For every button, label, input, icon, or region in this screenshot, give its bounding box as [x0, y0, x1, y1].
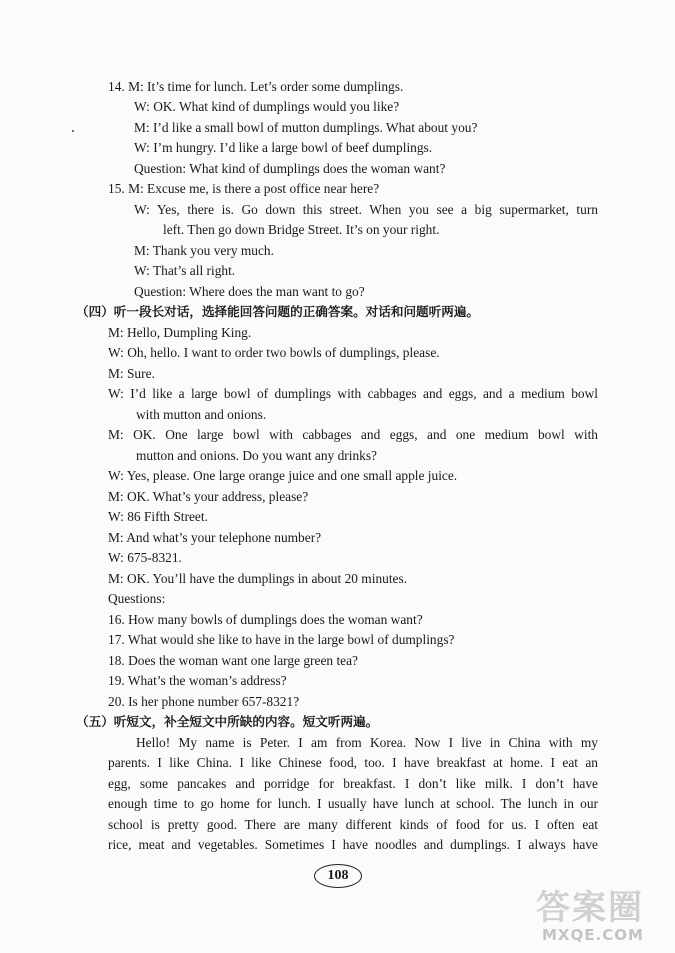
q14-line-4: W: I’m hungry. I’d like a large bowl of beef dumplings. — [134, 140, 433, 155]
dialogue-line: W: 86 Fifth Street. — [108, 509, 208, 524]
page-number: 108 — [314, 864, 362, 888]
watermark-text: 答案圈 — [536, 888, 644, 928]
watermark-logo — [528, 880, 668, 950]
question-item: 18. Does the woman want one large green tea? — [108, 653, 358, 668]
dialogue-line: M: Hello, Dumpling King. — [108, 325, 252, 340]
q15-line-4: M: Thank you very much. — [134, 243, 274, 258]
dialogue-line: M: OK. You’ll have the dumplings in about 20 minutes. — [108, 571, 408, 586]
scan-speck — [72, 130, 74, 132]
question-item: 16. How many bowls of dumplings does the woman want? — [108, 612, 423, 627]
passage-line: rice, meat and vegetables. Sometimes I have noodles and dumplings. I always have — [108, 837, 598, 852]
dialogue-line: mutton and onions. Do you want any drinks? — [136, 448, 378, 463]
q15-line-3: left. Then go down Bridge Street. It’s on your right. — [163, 222, 440, 237]
dialogue-line: W: 675-8321. — [108, 550, 182, 565]
dialogue-line: M: OK. One large bowl with cabbages and eggs, and one medium bowl with — [108, 427, 598, 442]
q14-line-1: 14. M: It’s time for lunch. Let’s order some dumplings. — [108, 79, 404, 94]
passage-line: egg, some pancakes and porridge for breakfast. I don’t like milk. I don’t have — [108, 776, 598, 791]
passage-line: parents. I like China. I like Chinese food, too. I have breakfast at home. I eat an — [108, 755, 598, 770]
question-item: 19. What’s the woman’s address? — [108, 673, 287, 688]
dialogue-line: W: Yes, please. One large orange juice and one small apple juice. — [108, 468, 458, 483]
passage-line: school is pretty good. There are many different kinds of food for us. I often eat — [108, 817, 598, 832]
q14-question: Question: What kind of dumplings does the woman want? — [134, 161, 446, 176]
dialogue-line: M: And what’s your telephone number? — [108, 530, 322, 545]
dialogue-line: with mutton and onions. — [136, 407, 267, 422]
section-4-heading: （四）听一段长对话，选择能回答问题的正确答案。对话和问题听两遍。 — [76, 304, 479, 319]
passage-line: Hello! My name is Peter. I am from Korea. Now I live in China with my — [136, 735, 598, 750]
dialogue-line: M: OK. What’s your address, please? — [108, 489, 309, 504]
q15-question: Question: Where does the man want to go? — [134, 284, 365, 299]
question-item: 17. What would she like to have in the large bowl of dumplings? — [108, 632, 455, 647]
dialogue-line: W: Oh, hello. I want to order two bowls of dumplings, please. — [108, 345, 440, 360]
questions-label: Questions: — [108, 591, 166, 606]
q14-line-2: W: OK. What kind of dumplings would you like? — [134, 99, 400, 114]
q14-line-3: M: I’d like a small bowl of mutton dumplings. What about you? — [134, 120, 478, 135]
passage-line: enough time to go home for lunch. I usually have lunch at school. The lunch in our — [108, 796, 598, 811]
q15-line-2: W: Yes, there is. Go down this street. When you see a big supermarket, turn — [134, 202, 598, 217]
dialogue-line: M: Sure. — [108, 366, 155, 381]
dialogue-line: W: I’d like a large bowl of dumplings with cabbages and eggs, and a medium bowl — [108, 386, 598, 401]
q15-line-1: 15. M: Excuse me, is there a post office near here? — [108, 181, 380, 196]
q15-line-5: W: That’s all right. — [134, 263, 236, 278]
question-item: 20. Is her phone number 657-8321? — [108, 694, 300, 709]
section-5-heading: （五）听短文，补全短文中所缺的内容。短文听两遍。 — [76, 714, 379, 729]
watermark-url: MXQE.COM — [542, 926, 644, 944]
